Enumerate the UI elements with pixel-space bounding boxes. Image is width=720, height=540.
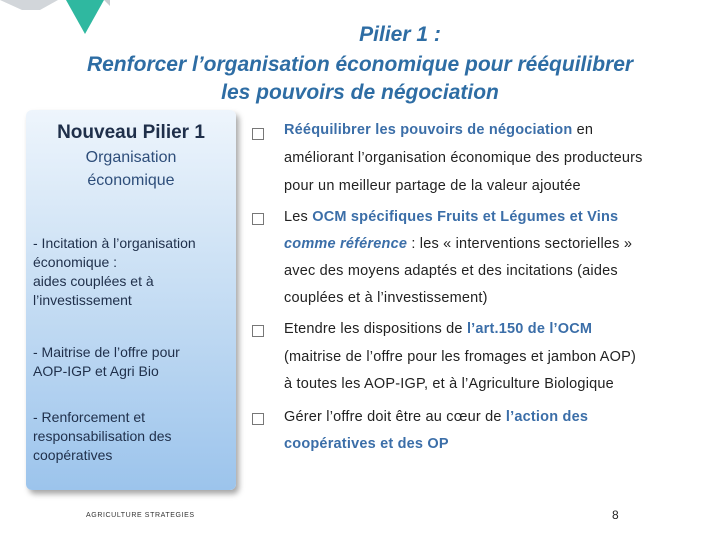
bullet-3-line-3: à toutes les AOP-IGP, et à l’Agriculture Biologique [284, 376, 614, 392]
bullet-emphasis: l’art.150 de l’OCM [466, 321, 593, 337]
panel-item-maitrise [33, 343, 233, 381]
panel-item-line: coopératives [33, 447, 113, 463]
panel-item-line: l’investissement [33, 292, 132, 308]
panel-subtitle-line-2: économique [87, 172, 175, 189]
panel-item-renforcement [33, 408, 233, 465]
slide-title-line-3: les pouvoirs de négociation [221, 81, 499, 104]
checkbox-bullet-icon [252, 413, 264, 425]
panel-item-line: - Renforcement et [33, 409, 146, 425]
panel-item-line: économique : [33, 254, 118, 270]
checkbox-bullet-icon [252, 325, 264, 337]
bullet-text: : les « interventions sectorielles » [407, 236, 633, 252]
checkbox-bullet-icon [252, 128, 264, 140]
panel-item-line: - Maitrise de l’offre pour [33, 344, 180, 360]
bullet-text: Gérer l’offre doit être au cœur de [284, 409, 506, 425]
bullet-emphasis: OCM spécifiques Fruits et Légumes et Vins [312, 209, 619, 225]
bullet-text: Les [284, 209, 313, 225]
page-number: 8 [612, 508, 619, 522]
bullet-1-line-3: pour un meilleur partage de la valeur ajoutée [284, 178, 581, 194]
bullet-4-line-2 [284, 436, 704, 452]
panel-item-line: - Incitation à l’organisation [33, 235, 196, 251]
bullet-3-line-1 [284, 321, 704, 337]
footer-brand: AGRICULTURE STRATEGIES [86, 512, 195, 519]
slide-title-line-2: Renforcer l’organisation économique pour rééquilibrer [86, 53, 634, 76]
panel-heading: Nouveau Pilier 1 [57, 122, 205, 143]
bullet-1-line-1 [284, 122, 704, 138]
panel-item-line: responsabilisation des [33, 428, 172, 444]
bullet-text: Etendre les dispositions de [284, 321, 467, 337]
bullet-emphasis: Rééquilibrer les pouvoirs de négociation [284, 122, 573, 138]
bullet-2-line-3: avec des moyens adaptés et des incitations (aides [284, 263, 618, 279]
bullet-2-line-2 [284, 236, 704, 252]
bullet-emphasis: comme référence [284, 236, 408, 252]
panel-subtitle-line-1: Organisation [85, 149, 177, 166]
bullet-3-line-2: (maitrise de l’offre pour les fromages et jambon AOP) [284, 349, 637, 365]
corner-logo-shape [0, 0, 110, 40]
bullet-emphasis: coopératives et des OP [284, 436, 449, 452]
checkbox-bullet-icon [252, 213, 264, 225]
bullet-2-line-1 [284, 209, 704, 225]
panel-item-line: AOP-IGP et Agri Bio [33, 363, 159, 379]
panel-item-line: aides couplées et à [33, 273, 154, 289]
bullet-1-line-2: améliorant l’organisation économique des producteurs [284, 150, 643, 166]
panel-item-incitation [33, 234, 233, 310]
slide-title-line-1: Pilier 1 : [359, 23, 441, 46]
pillar-summary-panel [26, 110, 236, 490]
bullet-2-line-4: couplées et à l’investissement) [284, 290, 488, 306]
bullet-4-line-1 [284, 409, 704, 425]
bullet-text: en [572, 122, 594, 138]
bullet-emphasis: l’action des [505, 409, 589, 425]
